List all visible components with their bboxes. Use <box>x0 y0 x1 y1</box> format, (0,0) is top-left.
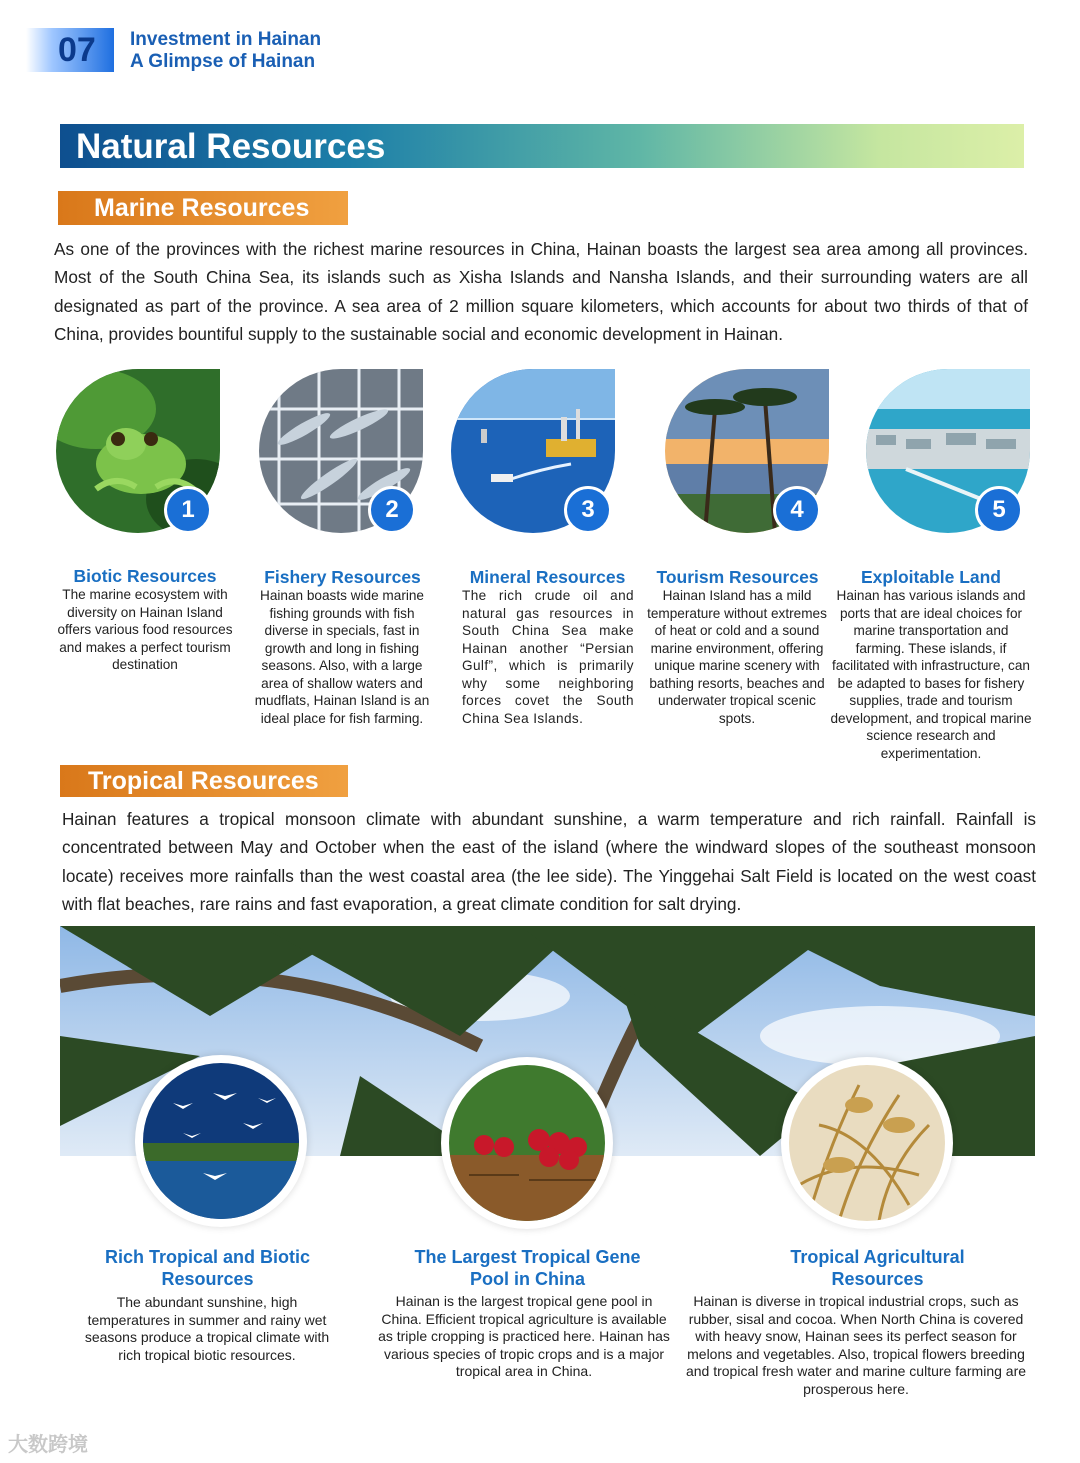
tropical-paragraph: Hainan features a tropical monsoon climate with abundant sunshine, a warm temperature and rich rainfall. Rainfall is concentrated between May and October when the east of the island (where the windward slopes of the southeast monsoon locate) receives more rainfalls than the west coastal area (the lee side). The Yinggehai Salt Field is located on the west coast with flat beaches, rare rains and fast evaporation, a great climate condition for salt drying. <box>62 809 1036 914</box>
badge-3: 3 <box>564 486 612 534</box>
marine-paragraph: As one of the provinces with the richest marine resources in China, Hainan boasts the largest sea area among all provinces. Most of the South China Sea, its islands such as Xisha Islands and Nansha Islands, and their surrounding waters are all designated as part of the province. A sea area of 2 million square kilometers, which accounts for about two thirds of that of China, provides bountiful supply to the sustainable social and economic development in Hainan. <box>54 239 1028 344</box>
birds-circle <box>135 1055 307 1227</box>
tourism-text: Hainan Island has a mild temperature without extremes of heat or cold and a sound marine environment, offering unique marine scenery with bathing resorts, beaches and underwater tropical scenic spots. <box>647 588 827 726</box>
badge-5: 5 <box>975 486 1023 534</box>
section-title: Natural Resources <box>76 127 386 166</box>
tropical-heading: Tropical Resources <box>60 765 348 797</box>
biotic-tropical-title: Rich Tropical and Biotic Resources <box>104 1247 311 1289</box>
mineral-text: The rich crude oil and natural gas resources in South China Sea make Hainan another “Persian Gulf”, which is primarily why some neighboring forces covet the South China Sea Islands. <box>462 588 634 726</box>
marine-heading: Marine Resources <box>58 191 348 225</box>
header-title: Investment in Hainan <box>130 29 322 50</box>
biotic-tropical-text: The abundant sunshine, high temperatures in summer and rainy wet seasons produce a tropical climate with rich tropical biotic resources. <box>84 1294 330 1363</box>
badge-1: 1 <box>164 486 212 534</box>
gene-pool-text: Hainan is the largest tropical gene pool in China. Efficient tropical agriculture is available as triple cropping is practiced here. Hainan has various species of tropic crops and is a major tropical area in China. <box>378 1293 670 1379</box>
agricultural-text: Hainan is diverse in tropical industrial crops, such as rubber, sisal and cocoa. When North China is covered with heavy snow, Hainan sees its perfect season for melons and vegetables. Also, tropical flowers breeding and tropical fresh water and marine culture farming are prosperous here. <box>685 1293 1027 1397</box>
badge-2: 2 <box>368 486 416 534</box>
apples-circle <box>441 1057 613 1229</box>
land-text: Hainan has various islands and ports that are ideal choices for marine transportation and farming. These islands, if facilitated with infrastructure, can be adapted to bases for fishery supplies, trade and tourism development, and tropical marine science research and experimentation. <box>830 588 1032 761</box>
land-title: Exploitable Land <box>860 567 1002 587</box>
watermark: 大数跨境 <box>8 1434 88 1456</box>
mineral-title: Mineral Resources <box>469 567 626 587</box>
header-subtitle: A Glimpse of Hainan <box>130 51 316 72</box>
page-number: 07 <box>26 28 114 72</box>
agricultural-title: Tropical Agricultural Resources <box>790 1247 965 1289</box>
biotic-title: Biotic Resources <box>73 566 217 586</box>
fishery-text: Hainan boasts wide marine fishing grounds with fish diverse in specials, fast in growth and long in fishing seasons. Also, with a large area of shallow waters and mudflats, Hainan Island is an ideal place for fish farming. <box>254 588 430 726</box>
tourism-title: Tourism Resources <box>656 567 819 587</box>
biotic-text: The marine ecosystem with diversity on Hainan Island offers various food resources and makes a perfect tourism destination <box>57 587 233 672</box>
badge-4: 4 <box>773 486 821 534</box>
rice-circle <box>781 1057 953 1229</box>
fishery-title: Fishery Resources <box>264 567 421 587</box>
gene-pool-title: The Largest Tropical Gene Pool in China <box>414 1247 641 1289</box>
